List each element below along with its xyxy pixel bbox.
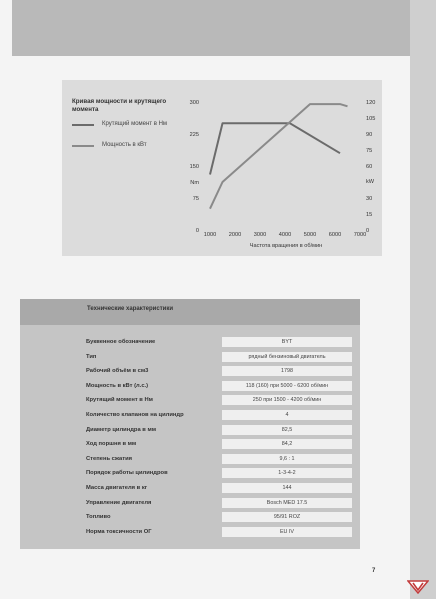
spec-label: Ход поршня в мм xyxy=(86,441,137,448)
x-tick-label: 5000 xyxy=(303,232,317,238)
chart-title-line1: Кривая мощности и крутящего xyxy=(72,98,167,105)
left-tick-label: 0 xyxy=(195,228,199,234)
left-tick-label: 300 xyxy=(189,100,199,106)
spec-label: Управление двигателя xyxy=(86,499,152,506)
spec-label: Рабочий объём в см3 xyxy=(86,368,149,375)
spec-label: Крутящий момент в Нм xyxy=(86,397,153,404)
spec-value: 250 при 1500 - 4200 об/мин xyxy=(222,395,352,405)
right-tick-label: 75 xyxy=(366,148,373,154)
x-tick-label: 1000 xyxy=(203,232,217,238)
right-tick-label: 105 xyxy=(366,116,376,122)
right-tick-label: 120 xyxy=(366,100,376,106)
chart-title-line2: момента xyxy=(72,106,99,113)
left-tick-label: 75 xyxy=(192,196,199,202)
right-axis-unit: kW xyxy=(366,179,375,185)
torque-series-line xyxy=(210,123,340,174)
spec-title: Технические характеристики xyxy=(87,306,174,312)
spec-label: Норма токсичности ОГ xyxy=(86,528,152,535)
x-tick-label: 7000 xyxy=(353,232,367,238)
spec-value: EU IV xyxy=(222,527,352,537)
x-tick-label: 6000 xyxy=(328,232,342,238)
spec-value: BYT xyxy=(222,337,352,347)
spec-label: Количество клапанов на цилиндр xyxy=(86,412,184,418)
spec-value: 4 xyxy=(222,410,352,420)
legend-torque-label: Крутящий момент в Нм xyxy=(102,121,168,127)
spec-value: рядный бензиновый двигатель xyxy=(222,352,352,362)
spec-value: 1-3-4-2 xyxy=(222,468,352,478)
spec-label: Топливо xyxy=(86,514,111,521)
x-axis-title: Частота вращения в об/мин xyxy=(249,243,323,249)
spec-label: Тип xyxy=(86,353,97,360)
spec-label: Буквенное обозначение xyxy=(86,339,156,345)
spec-value: 9,6 : 1 xyxy=(222,454,352,464)
right-tick-label: 0 xyxy=(366,228,370,234)
right-tick-label: 30 xyxy=(366,196,373,202)
spec-value: Bosch MED 17.5 xyxy=(222,498,352,508)
logo-icon xyxy=(407,580,429,594)
spec-value: 118 (160) при 5000 - 6200 об/мин xyxy=(222,381,352,391)
spec-value: 144 xyxy=(222,483,352,493)
spec-value: 82,5 xyxy=(222,425,352,435)
x-tick-label: 2000 xyxy=(228,232,242,238)
legend-power-label: Мощность в кВт xyxy=(102,142,147,148)
spec-label: Мощность в кВт (л.с.) xyxy=(86,382,149,389)
spec-label: Степень сжатия xyxy=(86,455,133,462)
x-tick-label: 4000 xyxy=(278,232,292,238)
spec-value: 84,2 xyxy=(222,439,352,449)
left-tick-label: 150 xyxy=(189,164,199,170)
spec-header xyxy=(20,299,360,325)
spec-label: Диаметр цилиндра в мм xyxy=(86,426,157,433)
x-tick-label: 3000 xyxy=(253,232,267,238)
right-tick-label: 60 xyxy=(366,164,373,170)
spec-value: 1798 xyxy=(222,366,352,376)
left-tick-label: 225 xyxy=(189,132,199,138)
right-tick-label: 15 xyxy=(366,212,373,218)
spec-value: 95/91 ROZ xyxy=(222,512,352,522)
right-tick-label: 90 xyxy=(366,132,373,138)
power-series-line xyxy=(210,104,348,209)
spec-label: Масса двигателя в кг xyxy=(86,485,148,491)
spec-label: Порядок работы цилиндров xyxy=(86,470,168,477)
page-number: 7 xyxy=(372,568,376,574)
left-axis-unit: Nm xyxy=(190,180,199,186)
